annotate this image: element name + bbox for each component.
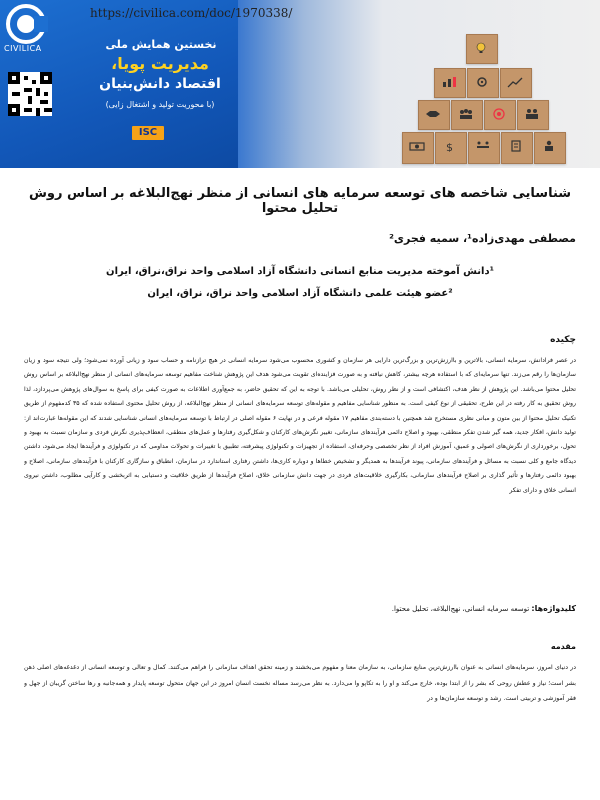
affiliation-1: ¹دانش آموخته مدیریت منابع انسانی دانشگاه آزاد اسلامی واحد نراق،نراق، ایران <box>106 266 494 277</box>
paper-title: شناسایی شاخصه های توسعه سرمایه های انسانی از منظر نهج‌البلاغه بر اساس روش تحلیل محتوا <box>28 186 572 216</box>
svg-text:$: $ <box>446 141 453 152</box>
affiliation-2: ²عضو هیئت علمی دانشگاه آزاد اسلامی واحد نراق، نراق، ایران <box>147 288 453 299</box>
block-row3-1 <box>418 100 450 130</box>
growth-icon <box>507 76 523 88</box>
abstract-text: در عصر فرادانش، سرمایه انسانی، بالاترین و باارزش‌ترین و بزرگ‌ترین دارایی هر سازمان و کشوری محسوب می‌شود سرمایه انسانی در هیچ ترازنامه و حساب سود و زیانی آورده نمی‌شود؛ ولی نتیجه سود و زیان سازمان‌ها را رقم می‌زند. تنها سرمایه‌ای که با استفاده هرچه بیشتر، کاهش نیافته و به صورت فزاینده‌ای تقویت می‌شود هدف این پژوهش شناخت مفاهیم توسعه سرمایه‌های انسانی از منظر نهج‌البلاغه بر اساس روش تحلیل محتوا می‌باشد. این پژوهش از نظر هدف، اکتشافی است و از نظر روش، تحلیلی می‌باشد. با توجه به این که تحقیق حاضر، به جمع‌آوری اطلاعات به صورت کیفی برای پاسخ به سوال‌های پژوهش می‌پردازد، لذا روش تحقیق به کار رفته در این طرح، تحقیقی از نوع کیفی است. به منظور شناسایی مفاهیم و مقوله‌های توسعه سرمایه‌های انسانی از منظر نهج‌البلاغه، از روش تحلیل محتوی استفاده شده که ۳۵ کدمفهوم از طریق تکنیک تحلیل محتوا از بین متون و مبانی نظری مستخرج شد همچنین با دسته‌بندی مفاهیم ۱۷ مقوله فرعی و در نهایت ۶ مقوله اصلی در ارتباط با توسعه سرمایه‌های انسانی شناسایی شدند که این مقوله‌ها عبارت‌اند از: تولید دانش، افکار جدید، همه گیر شدن تفکر منطقی، بهبود و اصلاح دائمی فرآیندهای سازمانی، تغییر نگرش‌های کارکنان و شکل‌گیری رفتارها و عمل‌های منطقی، انعطاف‌پذیری نگرش فردی و سازمان نسبت به بهبود و تحول، برخورداری از نگرش‌های اصولی و عمیق، آموزش افراد از نظر تخصصی وحرفه‌ای، استفاده از تجهیزات و تکنولوژی پیشرفته، تطبیق با تغییرات و تحولات مداومی که در تکنولوژی و فرآیندها ایجاد می‌شود، داشتن دیدگاه جامع و کلی نسبت به مسائل و فرآیندهای سازمانی، پیوند فرآیندها به همدیگر و تشخیص خطاها و دوباره کاری‌ها، داشتن رفتاری استاندارد در سازمان، انطباق و سازگاری کارکنان با فرآیندهای سازمانی، اصلاح و بهبود دائمی رفتارها و تأثیر گذاری بر اصلاح فرآیندهای سازمانی، بکارگیری خلاقیت‌های فردی در جهت دانش سازمانی خلاق، اصلاح فرآیندها از طریق خلاقیت و دستیابی به اثربخشی و کارآیی مطلوب، داشتن نیروی انسانی خلاق و دارای تفکر <box>24 357 576 494</box>
dollar-icon <box>442 140 458 152</box>
handshake-icon <box>425 108 441 120</box>
people-icon <box>524 108 540 120</box>
introduction-text: در دنیای امروز، سرمایه‌های انسانی به عنوان باارزش‌ترین منابع سازمانی، به سازمان معنا و مفهوم می‌بخشند و زمینه تحقق اهداف سازمانی را فراهم می‌کنند. کمال و تعالی و توسعه انسانی از دغدغه‌های اصلی ذهن بشر است؛ نیاز و عطش روحی که بشر را از ابتدا بوده، خارج می‌کند و او را به تکاپو وا می‌دارد. به نظر می‌رسد مساله نخست انسان امروز در این جهان متحول توسعه پایدار و همه‌جانبه و رها ساختن گریبان از جهل و فقر آموزشی و تربیتی است. رشد و توسعه سازمان‌ها و در <box>24 664 576 702</box>
isc-badge: ISC <box>132 126 164 140</box>
keywords <box>24 604 576 613</box>
block-row4-4 <box>501 132 533 164</box>
conference-subtitle: نخستین همایش ملی <box>105 38 217 51</box>
qr-code <box>8 72 52 116</box>
block-row4-1 <box>402 132 434 164</box>
civilica-logo-text: CIVILICA <box>4 44 42 53</box>
block-row2-3 <box>500 68 532 98</box>
block-row2-2 <box>467 68 499 98</box>
conference-banner <box>0 0 600 168</box>
gear-icon <box>474 76 490 88</box>
block-row3-4 <box>517 100 549 130</box>
chart-icon <box>441 76 457 88</box>
conference-title-line1: مدیریت پویا، <box>111 54 209 73</box>
block-row2-1 <box>434 68 466 98</box>
block-top <box>466 34 498 64</box>
block-row4-5 <box>534 132 566 164</box>
target-icon <box>491 108 507 120</box>
qr-code-icon <box>8 72 52 116</box>
conference-title-line2: اقتصاد دانش‌بنیان <box>99 76 221 92</box>
clipboard-icon <box>508 140 524 152</box>
lightbulb-icon <box>473 42 489 54</box>
abstract-heading: چکیده <box>550 335 576 345</box>
banner-photo <box>238 0 600 168</box>
keywords-label: کلیدواژه‌ها: <box>531 604 576 613</box>
keywords-text: توسعه سرمایه انسانی، نهج‌البلاغه، تحلیل محتوا. <box>391 605 530 613</box>
document-url[interactable]: https://civilica.com/doc/1970338/ <box>90 6 293 20</box>
block-row4-3 <box>468 132 500 164</box>
block-row4-2 <box>435 132 467 164</box>
team-icon <box>458 108 474 120</box>
meeting-icon <box>475 140 491 152</box>
person-icon <box>541 140 557 152</box>
block-row3-2 <box>451 100 483 130</box>
block-row3-3 <box>484 100 516 130</box>
paper-authors: مصطفی مهدی‌زاده¹، سمیه فجری² <box>389 232 576 245</box>
conference-theme: (با محوریت تولید و اشتغال زایی) <box>105 100 215 109</box>
introduction-heading: مقدمه <box>550 642 576 651</box>
money-icon <box>409 140 425 152</box>
